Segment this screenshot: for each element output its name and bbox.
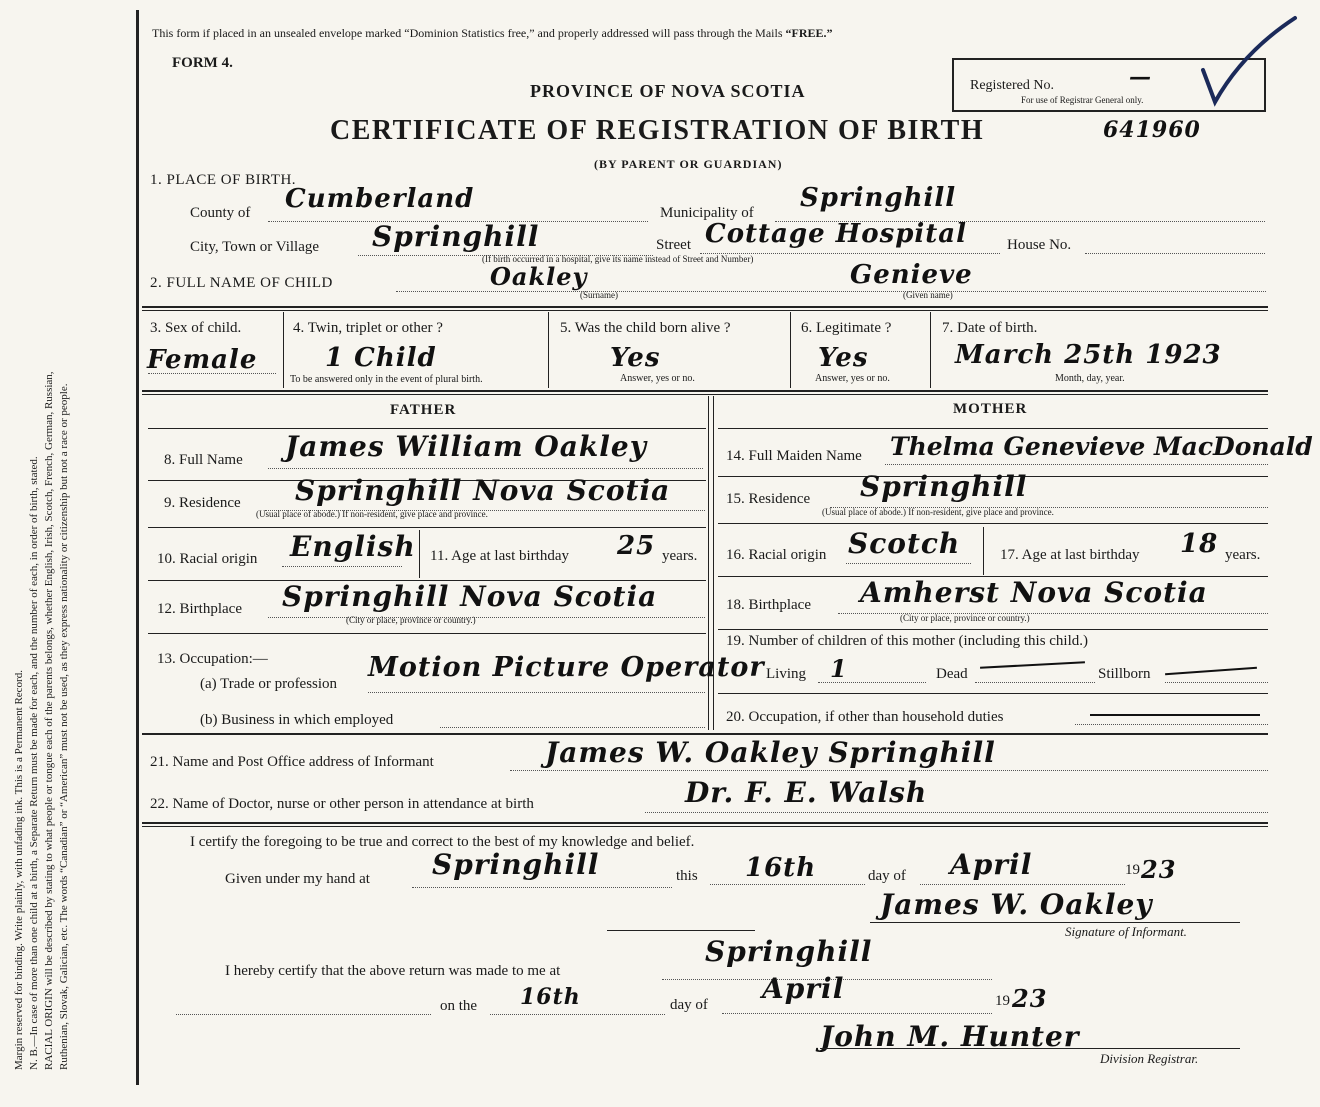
mother-children-label: 19. Number of children of this mother (including this child.) [726,633,1089,649]
child-surname: Oakley [490,262,588,291]
informant-signature-line [870,922,1240,923]
cert-day-of-label: day of [868,868,906,884]
mother-age-label: 17. Age at last birthday [1000,547,1140,563]
twin-label: 4. Twin, triplet or other ? [293,320,443,336]
mail-notice-text: This form if placed in an unsealed envelope marked “Dominion Statistics free,” and properly addressed will pass through the Mails [152,26,783,40]
child-name-line [396,291,1266,292]
surname-note: (Surname) [580,290,618,300]
mother-name-line [885,464,1268,465]
col-divider-4 [930,312,931,388]
col-divider-2 [548,312,549,388]
father-business-line [440,727,705,728]
col-divider-1 [283,312,284,388]
dob-note: Month, day, year. [1055,373,1125,384]
house-label: House No. [1007,237,1072,253]
father-age-divider [419,530,420,578]
mail-notice [152,26,833,41]
margin-line-4: Ruthenian, Slovak, Galician, etc. The words “Canadian” or “American” must not be used, as they express nationality or citizenship but not a race or people. [58,383,70,1070]
mother-residence-note: (Usual place of abode.) If non-resident, give place and province. [822,507,1054,517]
informant-signature: James W. Oakley [880,888,1153,921]
margin-instructions [12,10,72,1070]
stillborn-label: Stillborn [1098,666,1151,682]
twin-note: To be answered only in the event of plural birth. [290,374,483,385]
dob-label: 7. Date of birth. [942,320,1038,336]
cert-year-prefix: 19 [1125,862,1140,878]
registrar-year-prefix: 19 [995,993,1010,1009]
mother-name-label: 14. Full Maiden Name [726,448,862,464]
mail-free: “FREE.” [785,26,833,40]
cert-year-value: 23 [1141,855,1177,884]
sex-value: Female [147,345,258,375]
check-mark-icon [1195,12,1305,108]
father-residence-note: (Usual place of abode.) If non-resident, give place and province. [256,509,488,519]
child-given-name: Genieve [850,260,973,290]
child-name-label: 2. FULL NAME OF CHILD [150,275,333,291]
registrar-month-line [722,1013,992,1014]
mother-occupation-dash-mark [1090,714,1260,716]
father-name-value: James William Oakley [285,430,648,463]
father-trade-label: (a) Trade or profession [200,676,338,692]
margin-line-3: RACIAL ORIGIN will be described by stating to what people or tongue each of the parents belongs, whether English, Irish, Scotch, French, German, Russian, [43,371,55,1070]
registrar-note: For use of Registrar General only. [1021,95,1144,105]
legit-label: 6. Legitimate ? [801,320,892,336]
father-occupation-label: 13. Occupation:— [157,651,268,667]
mother-race-label: 16. Racial origin [726,547,827,563]
doctor-line [645,812,1268,813]
stillborn-line [1165,682,1268,683]
mother-age-value: 18 [1180,529,1219,559]
given-label: Given under my hand at [225,871,370,887]
father-trade-line [368,692,705,693]
registrar-month-value: April [762,972,845,1005]
given-place-line [412,887,672,888]
father-birthplace-line [268,617,705,618]
alive-value: Yes [610,343,661,373]
legit-note: Answer, yes or no. [815,373,890,384]
father-age-value: 25 [617,531,656,561]
doctor-value: Dr. F. E. Walsh [685,776,928,809]
alive-note: Answer, yes or no. [620,373,695,384]
cert-month-line [920,884,1125,885]
page-title: CERTIFICATE OF REGISTRATION OF BIRTH [330,115,985,146]
informant-line [510,770,1268,771]
cert-this-label: this [676,868,698,884]
mother-birthplace-label: 18. Birthplace [726,597,811,613]
father-birthplace-value: Springhill Nova Scotia [282,580,658,613]
registrar-title: Division Registrar. [1100,1051,1199,1066]
mother-residence-value: Springhill [860,470,1028,503]
municipality-label: Municipality of [660,205,754,221]
street-value: Cottage Hospital [705,219,968,249]
mother-occupation-label: 20. Occupation, if other than household duties [726,709,1004,725]
registrar-place-value: Springhill [705,935,873,968]
county-label: County of [190,205,251,221]
signature-short-rule [607,930,755,931]
dead-line [975,682,1095,683]
registrar-year-value: 23 [1012,984,1048,1013]
mother-name-value: Thelma Genevieve MacDonald [890,432,1313,461]
dob-value: March 25th 1923 [955,340,1222,370]
father-heading-rule [148,428,706,429]
divider-lower [142,733,1268,735]
twin-value: 1 Child [325,343,437,373]
father-residence-label: 9. Residence [164,495,241,511]
given-note: (Given name) [903,290,953,300]
divider-mid [142,390,1268,392]
municipality-value: Springhill [800,183,957,213]
mother-rule-2 [718,523,1268,524]
binding-margin-line [136,10,139,1085]
mother-race-line [846,563,971,564]
certify-statement: I certify the foregoing to be true and correct to the best of my knowledge and belief. [190,834,695,850]
informant-value: James W. Oakley Springhill [545,736,996,769]
given-place-value: Springhill [432,848,600,881]
registrar-statement: I hereby certify that the above return was made to me at [225,963,561,979]
father-rule-4 [148,633,706,634]
margin-line-1: Margin reserved for binding. Write plainly, with unfading ink. This is a Permanent Record. [13,670,25,1070]
registered-value: — [1129,64,1152,90]
registrar-signature: John M. Hunter [820,1020,1080,1053]
signature-label: Signature of Informant. [1065,924,1187,939]
registrar-signature-line [820,1048,1240,1049]
father-business-label: (b) Business in which employed [200,712,394,728]
place-of-birth-heading: 1. PLACE OF BIRTH. [150,172,297,188]
mother-race-value: Scotch [848,527,961,560]
mother-birthplace-value: Amherst Nova Scotia [860,576,1208,609]
county-value: Cumberland [285,184,475,214]
divider-mid-2 [142,394,1268,395]
informant-label: 21. Name and Post Office address of Informant [150,754,434,770]
mother-rule-5 [718,693,1268,694]
father-rule-2 [148,527,706,528]
father-birthplace-note: (City or place, province or country.) [346,615,476,625]
father-birthplace-label: 12. Birthplace [157,601,242,617]
mother-residence-label: 15. Residence [726,491,811,507]
divider-bottom [142,822,1268,824]
legit-value: Yes [818,343,869,373]
mother-occupation-line [1075,724,1268,725]
father-trade-value: Motion Picture Operator [368,652,765,683]
stillborn-dash-mark [1165,667,1257,675]
father-race-value: English [290,530,416,563]
father-residence-value: Springhill Nova Scotia [295,474,671,507]
mother-age-divider [983,527,984,575]
col-divider-3 [790,312,791,388]
registrar-day-of-label: day of [670,997,708,1013]
cert-day-value: 16th [745,853,817,883]
registrar-day-value: 16th [520,984,581,1010]
mother-heading: MOTHER [953,401,1028,417]
dead-label: Dead [936,666,968,682]
doctor-label: 22. Name of Doctor, nurse or other person in attendance at birth [150,796,534,812]
margin-line-2: N. B.—In case of more than one child at a birth, a Separate Return must be made for each, and the number of each, in order of birth, stated. [28,456,40,1070]
street-label: Street [656,237,691,253]
house-line [1085,253,1265,254]
registered-label: Registered No. [970,78,1054,93]
mother-years: years. [1225,547,1261,563]
page-subtitle: (BY PARENT OR GUARDIAN) [594,157,783,171]
title-number: 641960 [1103,117,1201,143]
sex-line [148,373,276,374]
cert-month-value: April [950,848,1033,881]
divider-bottom-2 [142,826,1268,827]
father-race-label: 10. Racial origin [157,551,258,567]
sex-label: 3. Sex of child. [150,320,242,336]
form-number: FORM 4. [172,55,233,71]
mother-rule-4 [718,629,1268,630]
registrar-day-line [490,1014,665,1015]
alive-label: 5. Was the child born alive ? [560,320,731,336]
father-years: years. [662,548,698,564]
living-label: Living [766,666,806,682]
divider-top-2 [142,310,1268,311]
province-heading: PROVINCE OF NOVA SCOTIA [530,81,806,101]
father-heading: FATHER [390,402,457,418]
hospital-note: (If birth occurred in a hospital, give its name instead of Street and Number) [482,254,754,264]
registrar-on-label: on the [440,998,478,1014]
father-race-line [282,566,402,567]
mother-birthplace-note: (City or place, province or country.) [900,613,1030,623]
father-name-label: 8. Full Name [164,452,243,468]
father-age-label: 11. Age at last birthday [430,548,569,564]
city-label: City, Town or Village [190,239,320,255]
registrar-left-line [176,1014,431,1015]
dead-dash-mark [980,661,1085,668]
mother-heading-rule [718,428,1268,429]
father-name-line [268,468,703,469]
city-value: Springhill [372,220,540,253]
cert-day-line [710,884,865,885]
living-value: 1 [830,654,848,683]
divider-top [142,306,1268,308]
